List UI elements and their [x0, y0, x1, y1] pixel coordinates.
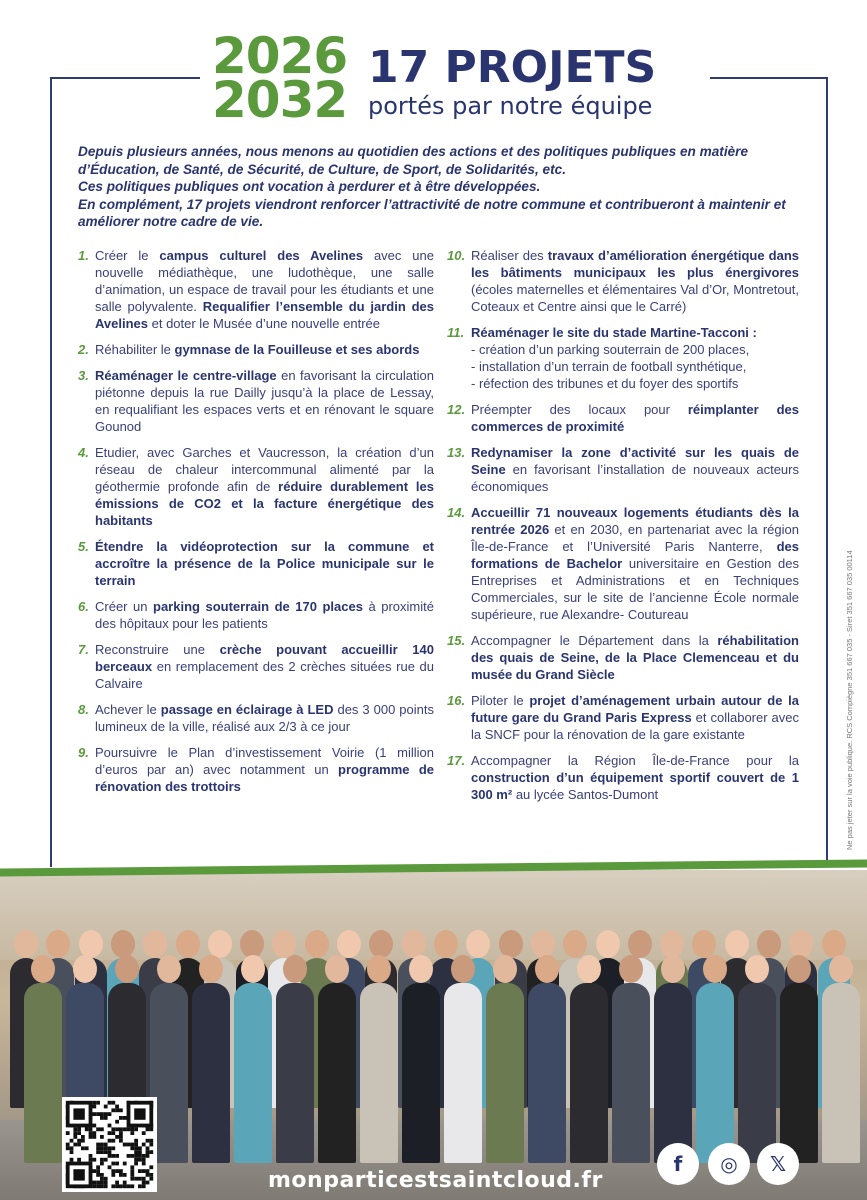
project-item-7 [78, 641, 434, 692]
project-number: 4. [78, 445, 89, 460]
team-member-head [829, 955, 853, 983]
team-member-head [531, 930, 555, 958]
project-highlight: Étendre la vidéoprotection sur la commune et accroître la présence de la Police municipale sur le terrain [95, 539, 434, 588]
project-item-5 [78, 538, 434, 589]
project-highlight: parking souterrain de 170 places [153, 599, 363, 614]
team-member-head [283, 955, 307, 983]
team-member-head [14, 930, 38, 958]
project-item-17 [447, 752, 799, 803]
project-highlight: crèche pouvant accueillir 140 berceaux [95, 642, 434, 674]
intro-text [78, 143, 800, 231]
legal-text: Ne pas jeter sur la voie publique. RCS Compiègne 351 667 035 - Siret 351 667 035 00114 [845, 550, 854, 850]
qr-code[interactable] [62, 1097, 157, 1192]
team-member-head [402, 930, 426, 958]
project-highlight: construction d’un équipement sportif couvert de 1 300 m² [471, 770, 799, 802]
team-member-head [757, 930, 781, 958]
project-number: 11. [447, 325, 465, 340]
project-highlight: programme de rénovation des trottoirs [95, 762, 434, 794]
team-member-head [787, 955, 811, 983]
instagram-glyph: ◎ [720, 1152, 738, 1176]
project-text: des 3 000 points lumineux de la ville, réalisé aux 2/3 à ce jour [95, 702, 434, 734]
x-glyph: 𝕏 [769, 1152, 787, 1176]
team-member-head [111, 930, 135, 958]
project-text: Achever le [95, 702, 161, 717]
project-text: Préempter des locaux pour [471, 402, 688, 417]
team-member-head [434, 930, 458, 958]
project-number: 10. [447, 248, 466, 263]
team-member-head [241, 955, 265, 983]
team-member [360, 983, 398, 1163]
team-member [780, 983, 818, 1163]
team-member-head [115, 955, 139, 983]
project-number: 6. [78, 599, 89, 614]
project-text: Etudier, avec Garches et Vaucresson, la création d’un réseau de chaleur intercommunal alimenté par la géothermie profonde afin de [95, 445, 434, 494]
project-number: 9. [78, 745, 89, 760]
project-text: universitaire en Gestion des Entreprises et Administrations et en Techniques Commerciales, sur le site de l’ancienne École normale supérieure, rue Alexandre- Coutureau [471, 556, 799, 622]
project-text: avec une nouvelle médiathèque, une ludothèque, une salle d’animation, un espace de travail pour les étudiants et une salle polyvalente. [95, 248, 434, 314]
project-highlight: gymnase de la Fouilleuse et ses abords [174, 342, 420, 357]
project-number: 12. [447, 402, 466, 417]
project-highlight: passage en éclairage à LED [160, 702, 334, 717]
project-highlight: réhabilitation des quais de Seine, de la Place Clemenceau et du musée du Grand Siècle [471, 633, 799, 682]
project-item-16 [447, 692, 799, 743]
project-text: Créer le [95, 248, 160, 263]
project-item-9 [78, 744, 434, 795]
project-text: au lycée Santos-Dumont [512, 787, 659, 802]
instagram-icon[interactable] [708, 1143, 750, 1185]
team-member-head [661, 955, 685, 983]
project-highlight: projet d’aménagement urbain autour de la future gare du Grand Paris Express [471, 693, 799, 725]
project-item-14 [447, 504, 799, 623]
team-member-head [619, 955, 643, 983]
team-member-head [596, 930, 620, 958]
team-member [486, 983, 524, 1163]
facebook-glyph: f [673, 1152, 683, 1176]
frame-line-left-vertical [50, 77, 52, 867]
team-member-head [325, 955, 349, 983]
project-text: et en 2030, en partenariat avec la région Île-de-France et l’Université Paris Nanterre, [471, 522, 799, 554]
project-highlight: Réaménager le centre-village [95, 368, 277, 383]
qr-code-icon [62, 1097, 157, 1192]
project-highlight: campus culturel des Avelines [159, 248, 364, 263]
page-subtitle: portés par notre équipe [368, 92, 653, 120]
team-member-head [73, 955, 97, 983]
team-member-head [305, 930, 329, 958]
project-highlight: réduire durablement les émissions de CO2 et la facture énergétique des habitants [95, 479, 434, 528]
project-highlight: réimplanter des commerces de proximité [471, 402, 799, 434]
project-number: 5. [78, 539, 89, 554]
project-item-12 [447, 401, 799, 435]
project-text: Poursuivre le Plan d’investissement Voirie (1 million d’euros par an) avec notamment un [95, 745, 434, 777]
project-number: 1. [78, 248, 89, 263]
frame-line-right [710, 77, 828, 79]
team-member-head [208, 930, 232, 958]
team-member [444, 983, 482, 1163]
project-number: 7. [78, 642, 89, 657]
team-member-head [660, 930, 684, 958]
team-member-head [703, 955, 727, 983]
project-highlight: des formations de Bachelor [471, 539, 799, 571]
project-highlight: Redynamiser la zone d’activité sur les quais de Seine [471, 445, 799, 477]
team-member-head [240, 930, 264, 958]
team-member [192, 983, 230, 1163]
team-member [528, 983, 566, 1163]
frame-line-right-vertical [826, 77, 828, 867]
team-member-head [337, 930, 361, 958]
project-text: Créer un [95, 599, 154, 614]
project-number: 16. [447, 693, 466, 708]
years-block [212, 27, 348, 129]
project-text: en favorisant la circulation piétonne depuis la rue Dailly jusqu’à la place de Lessay, en requalifiant les espaces verts et en rénovant le square Gounod [95, 368, 434, 434]
team-member-head [157, 955, 181, 983]
x-icon[interactable] [757, 1143, 799, 1185]
team-member-head [451, 955, 475, 983]
project-text: en favorisant l’installation de nouveaux acteurs économiques [471, 462, 799, 494]
project-text: Piloter le [471, 693, 530, 708]
project-text: Réhabiliter le [95, 342, 175, 357]
project-text: et doter le Musée d’une nouvelle entrée [148, 316, 380, 331]
project-number: 17. [447, 753, 466, 768]
project-highlight: travaux d’amélioration énergétique dans les bâtiments municipaux les plus énergivores [471, 248, 799, 280]
page-title: 17 PROJETS [368, 42, 657, 93]
frame-line-left [50, 77, 200, 79]
intro-paragraph-2: Ces politiques publiques ont vocation à perdurer et à être développées. [78, 179, 541, 194]
team-member [612, 983, 650, 1163]
project-item-15 [447, 632, 799, 683]
team-member-head [199, 955, 223, 983]
project-item-1 [78, 247, 434, 332]
project-text: Réaliser des [471, 248, 548, 263]
project-subitem: - création d’un parking souterrain de 200 places, [471, 342, 750, 357]
project-number: 2. [78, 342, 89, 357]
project-number: 14. [447, 505, 466, 520]
team-member-head [499, 930, 523, 958]
facebook-icon[interactable] [657, 1143, 699, 1185]
project-subitem: - installation d’un terrain de football synthétique, [471, 359, 747, 374]
project-item-13 [447, 444, 799, 495]
project-item-2 [78, 341, 434, 358]
intro-paragraph-3: En complément, 17 projets viendront renforcer l’attractivité de notre commune et contribueront à maintenir et améliorer notre cadre de vie. [78, 196, 786, 229]
project-item-11 [447, 324, 799, 392]
project-text: à proximité des hôpitaux pour les patients [95, 599, 434, 631]
intro-paragraph-1: Depuis plusieurs années, nous menons au quotidien des actions et des politiques publiques en matière d’Éducation, de Santé, de Sécurité, de Culture, de Sport, de Solidarités, etc. [78, 144, 749, 177]
team-member [276, 983, 314, 1163]
project-number: 15. [447, 633, 466, 648]
team-member-head [79, 930, 103, 958]
project-item-6 [78, 598, 434, 632]
projects-column-right [447, 247, 799, 812]
project-item-3 [78, 367, 434, 435]
team-member-head [493, 955, 517, 983]
year-start: 2026 [212, 27, 348, 85]
project-number: 8. [78, 702, 89, 717]
team-member [738, 983, 776, 1163]
projects-column-left [78, 247, 434, 804]
project-item-4 [78, 444, 434, 529]
team-member-head [176, 930, 200, 958]
team-member-head [745, 955, 769, 983]
team-member [402, 983, 440, 1163]
team-member [318, 983, 356, 1163]
team-member [234, 983, 272, 1163]
project-text: Reconstruire une [95, 642, 220, 657]
team-member [570, 983, 608, 1163]
team-member-head [577, 955, 601, 983]
project-highlight: Requalifier l’ensemble du jardin des Avelines [95, 299, 434, 331]
project-number: 3. [78, 368, 89, 383]
team-member-head [628, 930, 652, 958]
team-member [24, 983, 62, 1163]
team-member-head [725, 930, 749, 958]
project-text: et collaborer avec la SNCF pour la rénovation de la gare existante [471, 710, 799, 742]
project-text: en remplacement des 2 crèches situées rue du Calvaire [95, 659, 434, 691]
team-member-head [822, 930, 846, 958]
project-item-8 [78, 701, 434, 735]
project-number: 13. [447, 445, 466, 460]
team-member [822, 983, 860, 1163]
project-item-10 [447, 247, 799, 315]
project-text: Accompagner le Département dans la [471, 633, 718, 648]
project-text: (écoles maternelles et élémentaires Val d’Or, Montretout, Coteaux et Centre ainsi que le Carré) [471, 282, 799, 314]
project-subitem: - réfection des tribunes et du foyer des sportifs [471, 376, 739, 391]
team-member-head [367, 955, 391, 983]
team-member [654, 983, 692, 1163]
year-end: 2032 [212, 71, 348, 129]
legal-mention [845, 470, 859, 850]
team-member [696, 983, 734, 1163]
team-member-head [409, 955, 433, 983]
project-highlight: Réaménager le site du stade Martine-Tacconi : [471, 325, 757, 340]
team-member-head [31, 955, 55, 983]
project-text: Accompagner la Région Île-de-France pour la [471, 753, 799, 768]
project-highlight: Accueillir 71 nouveaux logements étudiants dès la rentrée 2026 [471, 505, 799, 537]
team-member-head [535, 955, 559, 983]
website-link[interactable]: monparticestsaintcloud.fr [268, 1168, 603, 1193]
